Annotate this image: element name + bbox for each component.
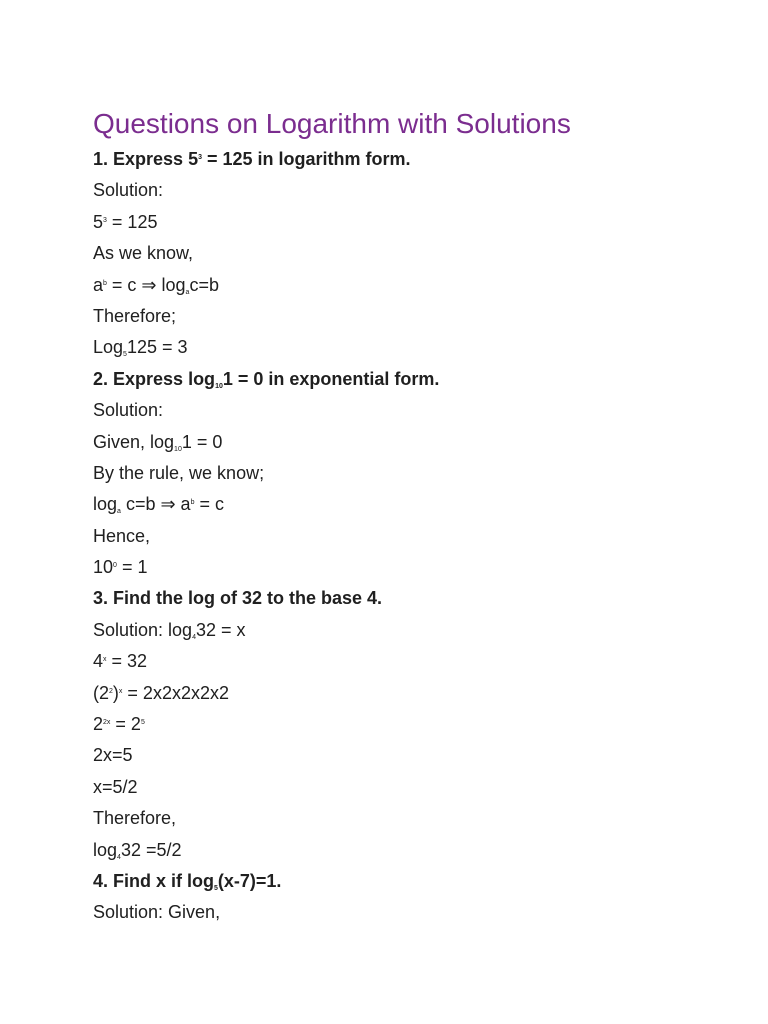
text-run: By the rule, we know; xyxy=(93,462,265,483)
solution-line xyxy=(93,489,733,520)
text-run: 2x=5 xyxy=(93,745,133,766)
superscript: 3 xyxy=(198,154,202,161)
solution-line xyxy=(93,709,733,740)
subscript: 5 xyxy=(214,884,218,892)
text-run: c=b xyxy=(189,274,219,295)
text-run: = 125 in logarithm form. xyxy=(201,149,411,169)
text-run: 2. Express log xyxy=(93,368,216,389)
subscript: 4 xyxy=(117,853,121,861)
solution-line xyxy=(93,615,733,646)
text-run: 125 = 3 xyxy=(126,337,188,358)
text-run: Therefore, xyxy=(93,808,177,829)
text-run: Solution: log xyxy=(93,619,193,640)
text-run: 4. Find x if log xyxy=(93,870,214,891)
text-run: Solution: xyxy=(93,180,164,201)
solution-line xyxy=(93,552,733,583)
text-run: 32 = x xyxy=(195,619,246,640)
solution-line xyxy=(93,301,733,332)
solution-line xyxy=(93,678,733,709)
solution-line xyxy=(93,646,733,677)
text-run: c=b ⇒ a xyxy=(120,494,191,515)
text-run: 5 xyxy=(93,211,104,232)
superscript: 0 xyxy=(113,562,117,570)
subscript: 5 xyxy=(123,351,127,359)
subscript: 10 xyxy=(215,382,223,390)
superscript: b xyxy=(103,279,107,287)
solution-line xyxy=(93,458,733,489)
text-run: = 2x2x2x2x2 xyxy=(122,682,229,703)
text-run: (2 xyxy=(93,682,110,703)
text-run: = c xyxy=(194,494,224,515)
text-run: x=5/2 xyxy=(93,776,138,797)
text-run: (x-7)=1. xyxy=(217,870,282,891)
solution-line xyxy=(93,803,733,834)
text-run: Hence, xyxy=(93,525,151,546)
subscript: a xyxy=(117,508,121,516)
text-run: Solution: xyxy=(93,400,164,421)
superscript: 2x xyxy=(103,719,111,727)
document-page xyxy=(93,104,733,929)
solution-line xyxy=(93,207,733,238)
text-run: ) xyxy=(112,682,119,703)
text-run: Therefore; xyxy=(93,305,177,326)
text-run: Solution: Given, xyxy=(93,902,221,923)
solution-line xyxy=(93,772,733,803)
text-run: = 32 xyxy=(106,651,148,672)
question-heading xyxy=(93,866,733,897)
text-run: = c ⇒ log xyxy=(106,274,186,295)
superscript: x xyxy=(103,656,107,664)
solution-line xyxy=(93,395,733,426)
solution-line xyxy=(93,740,733,771)
text-run: = 2 xyxy=(110,714,141,735)
subscript: 10 xyxy=(174,445,182,453)
text-run: As we know, xyxy=(93,243,194,264)
text-run: 32 =5/2 xyxy=(120,839,182,860)
subscript: a xyxy=(185,288,190,296)
text-run: = 125 xyxy=(106,211,158,232)
superscript: 5 xyxy=(140,719,145,727)
text-run: 1 = 0 in exponential form. xyxy=(222,368,440,389)
text-run: log xyxy=(93,839,118,860)
text-run: = 1 xyxy=(116,557,148,578)
solution-line xyxy=(93,238,733,269)
superscript: 3 xyxy=(103,216,107,224)
text-run: 3. Find the log of 32 to the base 4. xyxy=(93,588,383,609)
text-run: 4 xyxy=(93,651,104,672)
solution-line xyxy=(93,897,733,928)
question-heading xyxy=(93,583,733,614)
superscript: x xyxy=(118,687,123,695)
solution-line xyxy=(93,521,733,552)
text-run: 2 xyxy=(93,714,104,735)
text-run: a xyxy=(93,274,104,295)
text-run: Log xyxy=(93,337,124,358)
text-run: log xyxy=(93,494,118,515)
text-run: 10 xyxy=(93,557,114,578)
question-heading xyxy=(93,364,733,395)
solution-line xyxy=(93,835,733,866)
page-title: Questions on Logarithm with Solutions xyxy=(93,108,571,139)
text-run: Given, log xyxy=(93,431,175,452)
document-content xyxy=(93,144,733,929)
text-run: 1 = 0 xyxy=(181,431,223,452)
question-heading xyxy=(93,144,733,175)
solution-line xyxy=(93,332,733,363)
superscript: b xyxy=(190,499,195,507)
solution-line xyxy=(93,175,733,206)
subscript: 4 xyxy=(192,633,196,641)
solution-line xyxy=(93,427,733,458)
text-run: 1. Express 5 xyxy=(93,149,199,169)
solution-line xyxy=(93,270,733,301)
superscript: 2 xyxy=(109,687,113,695)
